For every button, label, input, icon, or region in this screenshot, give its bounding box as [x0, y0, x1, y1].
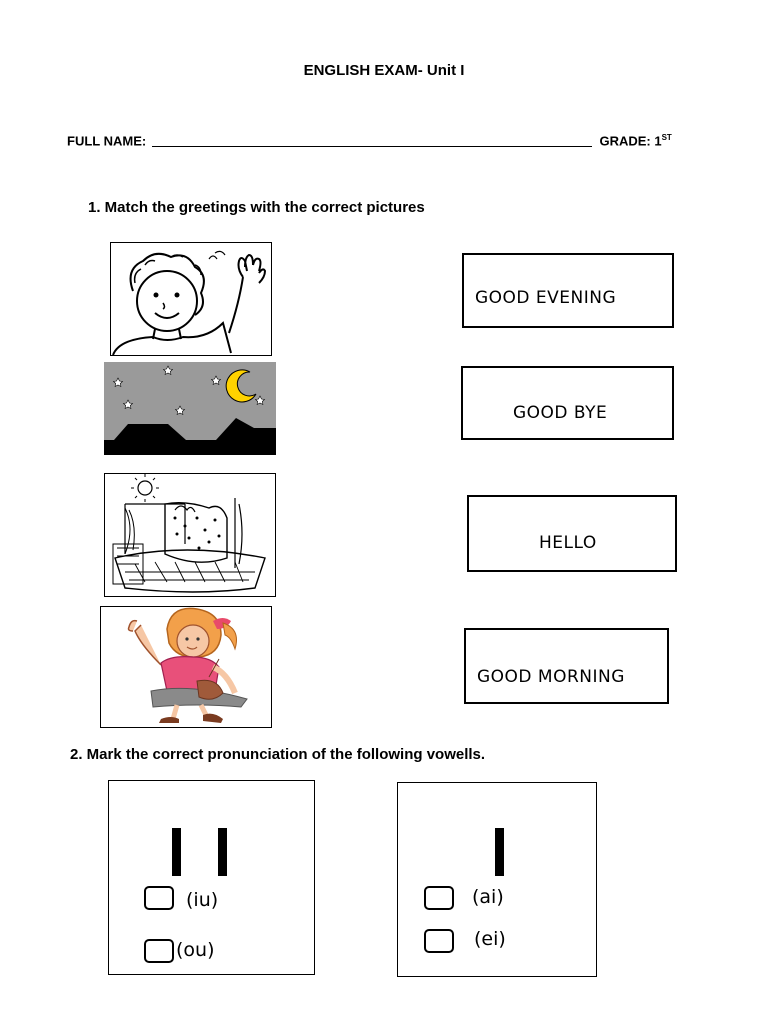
checkbox-iu[interactable]: [144, 886, 174, 910]
greeting-label: HELLO: [539, 533, 597, 553]
grade-label: GRADE: 1: [599, 133, 662, 149]
checkbox-ai[interactable]: [424, 886, 454, 910]
full-name-blank[interactable]: [152, 146, 592, 147]
question-2-prompt: 2. Mark the correct pronunciation of the following vowells.: [70, 746, 486, 763]
full-name-label: FULL NAME:: [67, 133, 147, 149]
vowel-symbol-bar: [172, 828, 181, 876]
greeting-label: GOOD EVENING: [475, 288, 617, 308]
greeting-label: GOOD MORNING: [477, 667, 625, 687]
vowel-symbol-bar: [218, 828, 227, 876]
night-sky-picture: [104, 362, 276, 455]
grade-suffix: ST: [661, 133, 672, 142]
waving-boy-picture: [110, 242, 272, 356]
option-ei: (ei): [474, 928, 506, 950]
greeting-label: GOOD BYE: [513, 403, 608, 423]
question-1-prompt: 1. Match the greetings with the correct pictures: [88, 199, 425, 216]
girl-waving-picture: [100, 606, 272, 728]
greeting-box-good-bye[interactable]: [461, 366, 674, 440]
greeting-box-good-evening[interactable]: [462, 253, 674, 328]
greeting-box-good-morning[interactable]: [464, 628, 669, 704]
morning-bedroom-picture: [104, 473, 276, 597]
option-iu: (iu): [186, 889, 219, 911]
name-grade-row: [67, 133, 672, 148]
checkbox-ou[interactable]: [144, 939, 174, 963]
vowel-symbol-bar: [495, 828, 504, 876]
checkbox-ei[interactable]: [424, 929, 454, 953]
greeting-box-hello[interactable]: [467, 495, 677, 572]
option-ai: (ai): [472, 886, 504, 908]
exam-title: ENGLISH EXAM- Unit I: [303, 62, 465, 79]
option-ou: (ou): [176, 939, 215, 961]
